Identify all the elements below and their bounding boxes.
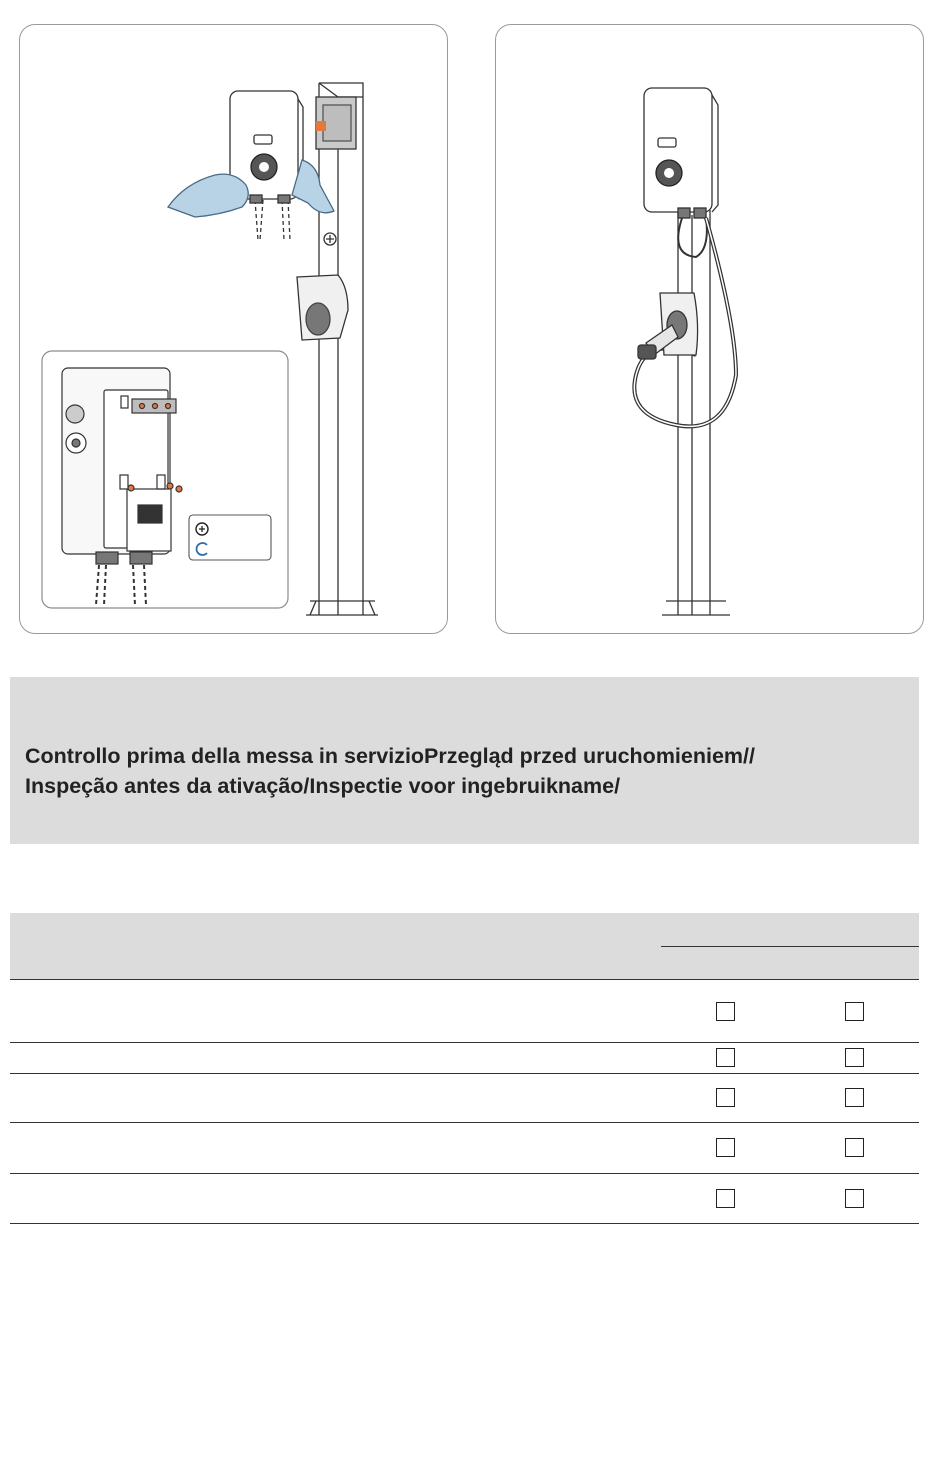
back-plate-detail-inset [20, 25, 449, 635]
section-title: Controllo prima della messa in servizioPrzegląd przed uruchomieniem// Inspeção antes da ativação/Inspectie voor ingebruikname/ [25, 744, 755, 798]
installation-illustration-right [495, 24, 924, 634]
checklist-header [10, 913, 919, 979]
installation-illustration-left [19, 24, 448, 634]
checkbox-no[interactable] [845, 1088, 864, 1107]
checklist-row [10, 1123, 919, 1173]
checklist-row [10, 980, 919, 1042]
checkbox-yes[interactable] [716, 1002, 735, 1021]
checkbox-no[interactable] [845, 1048, 864, 1067]
checkbox-yes[interactable] [716, 1189, 735, 1208]
checklist-row [10, 1074, 919, 1122]
checkbox-no[interactable] [845, 1002, 864, 1021]
row-divider [10, 1223, 919, 1224]
mounted-charger-illustration [496, 25, 925, 635]
checkbox-yes[interactable] [716, 1048, 735, 1067]
checkbox-yes[interactable] [716, 1088, 735, 1107]
checklist-row [10, 1043, 919, 1073]
inspection-checklist-table [10, 913, 919, 1225]
checkbox-no[interactable] [845, 1138, 864, 1157]
header-column-divider [661, 946, 919, 947]
checklist-row [10, 1174, 919, 1223]
section-banner [10, 677, 919, 844]
checkbox-yes[interactable] [716, 1138, 735, 1157]
checkbox-no[interactable] [845, 1189, 864, 1208]
